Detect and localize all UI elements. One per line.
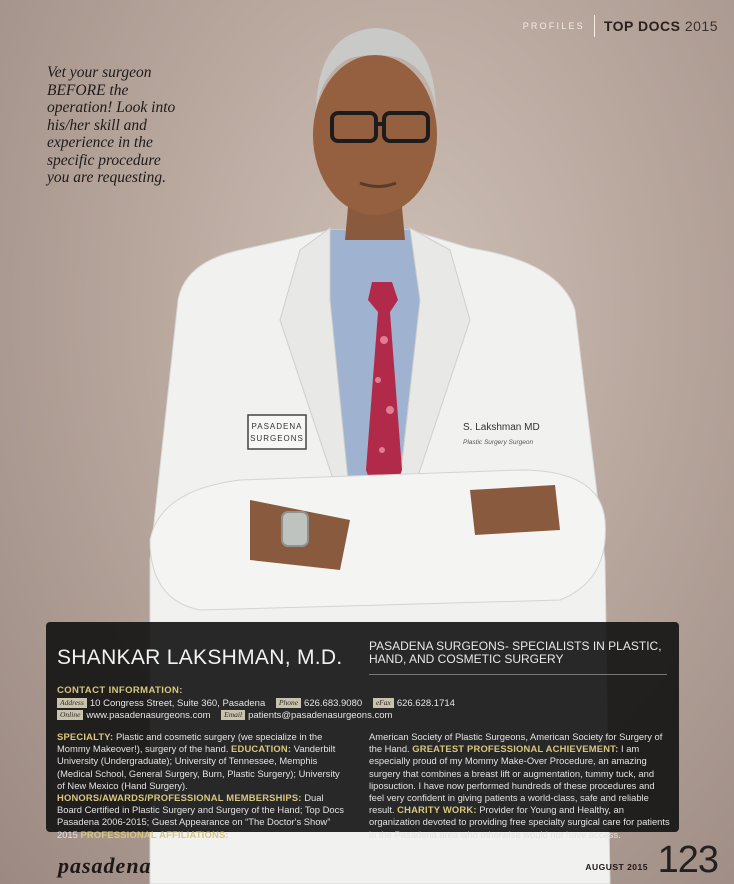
coat-patch-line-2: SURGEONS xyxy=(250,434,304,443)
profile-column-right xyxy=(369,731,671,841)
profile-column-left xyxy=(57,731,349,841)
publication-title xyxy=(604,18,718,34)
contact-heading: CONTACT INFORMATION: xyxy=(57,685,183,696)
watch xyxy=(282,512,308,546)
address-label: Address xyxy=(57,698,87,708)
phone-value: 626.683.9080 xyxy=(304,698,363,709)
publication-year: 2015 xyxy=(684,18,718,34)
email-label: Email xyxy=(221,710,245,720)
header-divider xyxy=(594,15,595,37)
coat-name-tag: S. Lakshman MD xyxy=(463,422,540,433)
fax-label: eFax xyxy=(373,698,394,708)
phone-label: Phone xyxy=(276,698,301,708)
page-header xyxy=(523,15,718,37)
fax-value: 626.628.1714 xyxy=(396,698,455,709)
affiliations-label: PROFESSIONAL AFFILIATIONS: xyxy=(80,828,229,840)
tagline-divider xyxy=(369,674,667,675)
coat-patch-line-1: PASADENA xyxy=(251,422,303,431)
pasadena-logo: pasadena xyxy=(58,853,152,878)
charity-text: Provider for Young and Healthy, an organization devoted to providing free specialty surgical care for patients in the Pasadena area who otherwise would not have access. xyxy=(369,804,670,840)
specialty-text: Plastic and cosmetic surgery (we specialize in the Mommy Makeover!), surgery of the hand. xyxy=(57,731,323,755)
website-link[interactable]: www.pasadenasurgeons.com xyxy=(86,710,211,721)
education-label: EDUCATION: xyxy=(231,743,292,755)
education-text: Vanderbilt University (Undergraduate); University of Tennessee, Memphis (Medical School, General Surgery, Burn, Plastic Surgery); University of New Mexico (Hand Surgery). xyxy=(57,743,340,791)
charity-label: CHARITY WORK: xyxy=(397,804,477,816)
achievement-text: I am especially proud of my Mommy Make-Over Procedure, an amazing surgery that combines a breast lift or augmentation, tummy tuck, and liposuction. I have now performed hundreds of these procedures and feel very confident in giving patients a world-class, safe and reliable result. xyxy=(369,743,655,816)
doctor-name: SHANKAR LAKSHMAN, M.D. xyxy=(57,646,343,669)
honors-label: HONORS/AWARDS/PROFESSIONAL MEMBERSHIPS: xyxy=(57,792,302,804)
practice-tagline: PASADENA SURGEONS- SPECIALISTS IN PLASTIC, HAND, AND COSMETIC SURGERY xyxy=(369,639,662,666)
email-link[interactable]: patients@pasadenasurgeons.com xyxy=(248,710,393,721)
publication-name: TOP DOCS xyxy=(603,18,681,34)
coat-name-tag-sub: Plastic Surgery Surgeon xyxy=(463,439,534,446)
pull-quote: Vet your surgeon BEFORE the operation! Look into his/her skill and experience in the specific procedure you are requesting. xyxy=(47,64,176,186)
specialty-label: SPECIALTY: xyxy=(57,731,114,742)
contact-line-2 xyxy=(57,710,392,721)
profile-info-box xyxy=(46,622,679,840)
online-label: Online xyxy=(57,710,83,720)
coat-patch xyxy=(248,415,306,449)
right-hand xyxy=(470,485,560,535)
address-value: 10 Congress Street, Suite 360, Pasadena xyxy=(89,698,266,709)
page-number: 123 xyxy=(657,839,718,881)
honors-text: Dual Board Certified in Plastic Surgery and Surgery of the Hand; Top Docs Pasadena 2006-2015; Guest Appearance on “The Doctor's Show” 2015 xyxy=(57,792,344,840)
affiliations-text: American Society of Plastic Surgeons, American Society for Surgery of the Hand. xyxy=(369,731,663,755)
achievement-label: GREATEST PROFESSIONAL ACHIEVEMENT: xyxy=(412,743,619,755)
issue-date: AUGUST 2015 xyxy=(585,862,648,872)
section-label: PROFILES xyxy=(522,21,585,31)
contact-line-1 xyxy=(57,698,455,709)
